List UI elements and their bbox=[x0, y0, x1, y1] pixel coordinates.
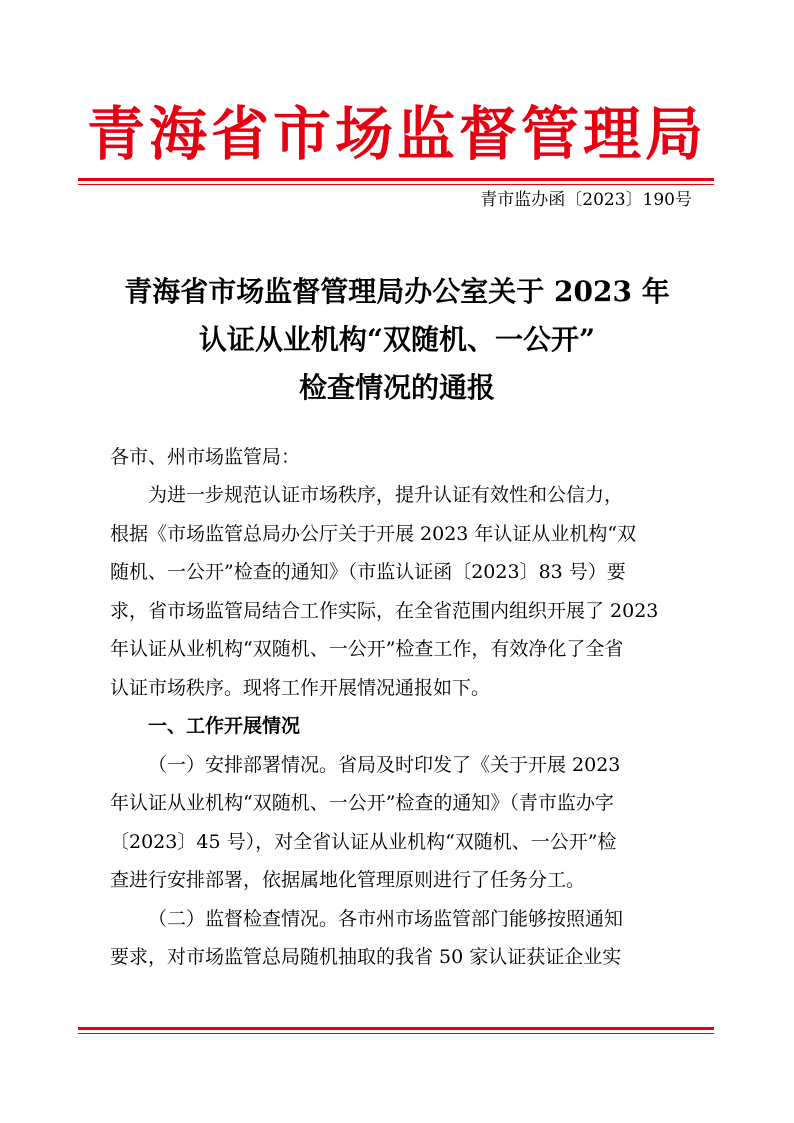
body-line: 为进一步规范认证市场秩序，提升认证有效性和公信力， bbox=[148, 484, 624, 506]
header-rule-thick bbox=[78, 178, 714, 181]
body-line: 年认证从业机构“双随机、一公开”检查工作，有效净化了全省 bbox=[110, 638, 624, 660]
body-line: 根据《市场监管总局办公厅关于开展 2023 年认证从业机构“双 bbox=[110, 522, 637, 545]
footer-rule-thick bbox=[78, 1027, 714, 1030]
body-line: 求，省市场监管局结合工作实际，在全省范围内组织开展了 2023 bbox=[110, 599, 659, 622]
document-number: 青市监办函〔2023〕190号 bbox=[480, 190, 692, 210]
title-line-1: 青海省市场监督管理局办公室关于 2023 年 bbox=[124, 275, 670, 308]
title-line-3: 检查情况的通报 bbox=[298, 371, 495, 404]
body-line: 年认证从业机构“双随机、一公开”检查的通知》（青市监办字 bbox=[110, 792, 614, 814]
body-line: 认证市场秩序。现将工作开展情况通报如下。 bbox=[110, 676, 491, 699]
body-line: （一）安排部署情况。省局及时印发了《关于开展 2023 bbox=[148, 753, 621, 776]
footer-rule-thin bbox=[78, 1033, 714, 1034]
document-title bbox=[40, 268, 754, 412]
body-line: 要求，对市场监管总局随机抽取的我省 50 家认证获证企业实 bbox=[110, 946, 622, 968]
body-text bbox=[110, 476, 690, 977]
section-heading: 一、工作开展情况 bbox=[148, 715, 301, 737]
recipient: 各市、州市场监管局： bbox=[110, 446, 301, 468]
header-rule-thin bbox=[78, 184, 714, 185]
body-line: 随机、一公开”检查的通知》（市监认证函〔2023〕83 号）要 bbox=[110, 561, 626, 583]
body-line: 〔2023〕45 号），对全省认证从业机构“双随机、一公开”检 bbox=[110, 830, 617, 853]
body-line: 查进行安排部署，依据属地化管理原则进行了任务分工。 bbox=[110, 869, 586, 891]
title-line-2: 认证从业机构“双随机、一公开” bbox=[198, 323, 596, 356]
body-line: （二）监督检查情况。各市州市场监管部门能够按照通知 bbox=[148, 907, 624, 930]
agency-header-title: 青海省市场监督管理局 bbox=[86, 100, 707, 168]
